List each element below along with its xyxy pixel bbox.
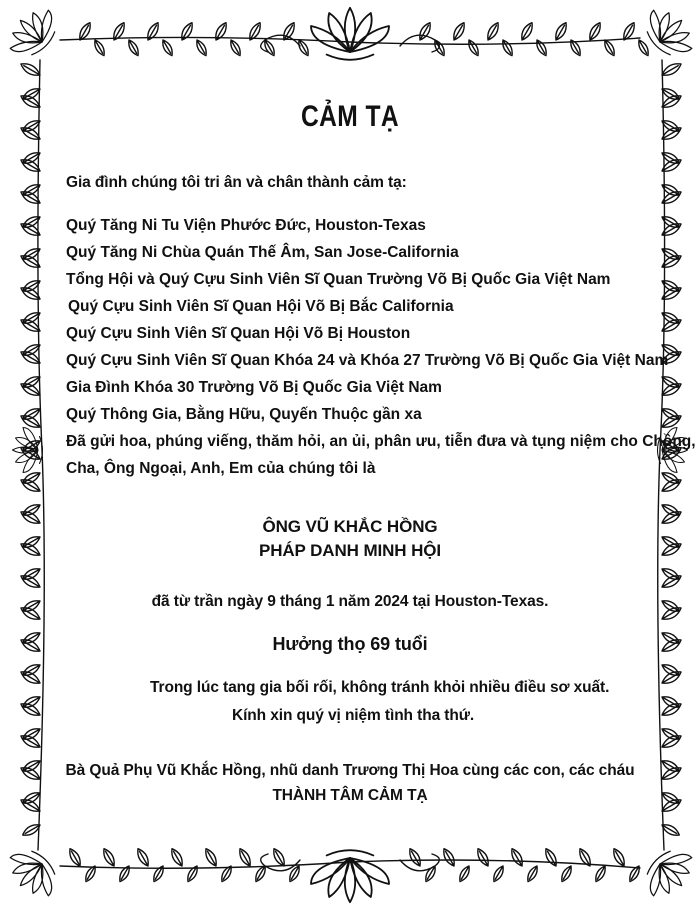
list-item: Quý Tăng Ni Chùa Quán Thế Âm, San Jose-California bbox=[66, 244, 459, 261]
list-item: Gia Đình Khóa 30 Trường Võ Bị Quốc Gia Việt Nam bbox=[66, 379, 442, 396]
list-item: Đã gửi hoa, phúng viếng, thăm hỏi, an ủi, phân ưu, tiễn đưa và tụng niệm cho Chồng, bbox=[66, 433, 696, 450]
deceased-name: ÔNG VŨ KHẮC HỒNG bbox=[262, 517, 438, 536]
list-item: Tổng Hội và Quý Cựu Sinh Viên Sĩ Quan Trường Võ Bị Quốc Gia Việt Nam bbox=[66, 271, 611, 288]
signature-line: Bà Quả Phụ Vũ Khắc Hồng, nhũ danh Trương Thị Hoa cùng các con, các cháu bbox=[65, 762, 635, 779]
apology-line-1: Trong lúc tang gia bối rối, không tránh khỏi nhiều điều sơ xuất. bbox=[150, 679, 610, 696]
dharma-name: PHÁP DANH MINH HỘI bbox=[258, 541, 442, 560]
intro-text: Gia đình chúng tôi tri ân và chân thành cảm tạ: bbox=[66, 174, 407, 191]
list-item: Quý Cựu Sinh Viên Sĩ Quan Khóa 24 và Khóa 27 Trường Võ Bị Quốc Gia Việt Nam bbox=[66, 352, 669, 369]
acknowledgement-list bbox=[66, 216, 696, 486]
page-title: CẢM TẠ bbox=[300, 100, 400, 133]
list-item: Quý Cựu Sinh Viên Sĩ Quan Hội Võ Bị Houston bbox=[66, 325, 411, 342]
age-notice: Hưởng thọ 69 tuổi bbox=[272, 634, 428, 654]
list-item: Quý Thông Gia, Bằng Hữu, Quyến Thuộc gần xa bbox=[66, 406, 422, 423]
apology-line-2: Kính xin quý vị niệm tình tha thứ. bbox=[232, 707, 475, 724]
list-item: Quý Tăng Ni Tu Viện Phước Đức, Houston-Texas bbox=[66, 217, 426, 234]
passing-notice: đã từ trần ngày 9 tháng 1 năm 2024 tại Houston-Texas. bbox=[151, 593, 549, 610]
signature-closing: THÀNH TÂM CẢM TẠ bbox=[272, 787, 428, 804]
list-item: Quý Cựu Sinh Viên Sĩ Quan Hội Võ Bị Bắc California bbox=[68, 298, 454, 315]
list-item: Cha, Ông Ngoại, Anh, Em của chúng tôi là bbox=[66, 460, 376, 477]
